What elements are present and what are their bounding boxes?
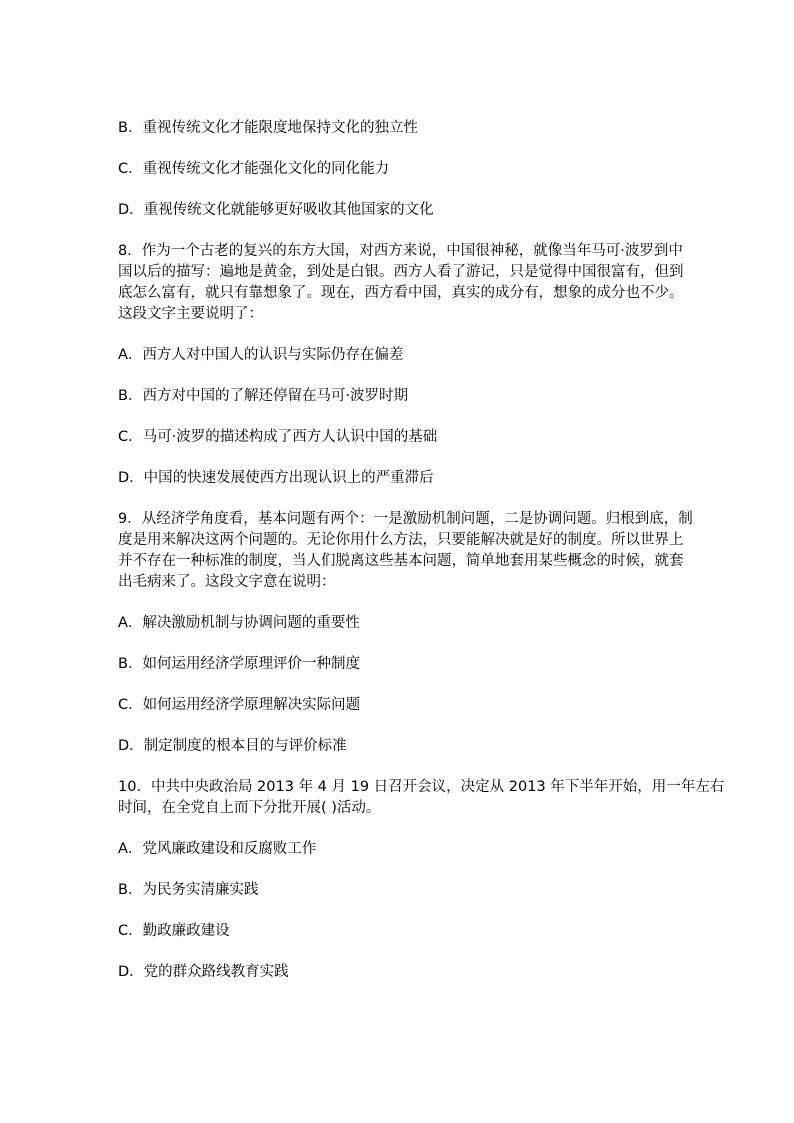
text-line: C．如何运用经济学原理解决实际问题 xyxy=(118,697,361,713)
text-line: D．党的群众路线教育实践 xyxy=(118,964,289,980)
text-line: A．党风廉政建设和反腐败工作 xyxy=(118,841,317,857)
answer-option xyxy=(118,386,698,407)
text-line: A．解决激励机制与协调问题的重要性 xyxy=(118,615,360,631)
text-line: 8．作为一个古老的复兴的东方大国，对西方来说，中国很神秘，就像当年马可·波罗到中 xyxy=(118,243,683,259)
answer-option xyxy=(118,200,698,221)
text-line: D．制定制度的根本目的与评价标准 xyxy=(118,738,347,754)
text-line: D．重视传统文化就能够更好吸收其他国家的文化 xyxy=(118,202,434,218)
answer-option xyxy=(118,695,698,716)
answer-option xyxy=(118,468,698,489)
question-text xyxy=(118,777,725,819)
text-line: B．如何运用经济学原理评价一种制度 xyxy=(118,656,360,672)
text-line: 10．中共中央政治局 2013 年 4 月 19 日召开会议，决定从 2013 年下半年开始，用一年左右 xyxy=(118,779,725,795)
text-line: 时间，在全党自上而下分批开展( )活动。 xyxy=(118,800,381,816)
text-line: D．中国的快速发展使西方出现认识上的严重滞后 xyxy=(118,470,434,486)
text-line: 度是用来解决这两个问题的。无论你用什么方法，只要能解决就是好的制度。所以世界上 xyxy=(118,532,684,548)
text-line: C．勤政廉政建设 xyxy=(118,923,230,939)
answer-option xyxy=(118,345,698,366)
answer-option xyxy=(118,427,698,448)
text-line: 9．从经济学角度看，基本问题有两个：一是激励机制问题，二是协调问题。归根到底，制 xyxy=(118,511,693,527)
question-text xyxy=(118,509,698,593)
question-text xyxy=(118,241,698,325)
answer-option xyxy=(118,880,698,901)
answer-option xyxy=(118,159,698,180)
answer-option xyxy=(118,736,698,757)
text-line: 这段文字主要说明了： xyxy=(118,306,263,322)
text-line: 底怎么富有，就只有靠想象了。现在，西方看中国，真实的成分有，想象的成分也不少。 xyxy=(118,285,684,301)
text-line: B．西方对中国的了解还停留在马可·波罗时期 xyxy=(118,388,409,404)
text-line: 出毛病来了。这段文字意在说明： xyxy=(118,574,336,590)
text-line: A．西方人对中国人的认识与实际仍存在偏差 xyxy=(118,347,404,363)
answer-option xyxy=(118,118,698,139)
text-line: 国以后的描写：遍地是黄金，到处是白银。西方人看了游记，只是觉得中国很富有，但到 xyxy=(118,264,684,280)
text-line: B．重视传统文化才能限度地保持文化的独立性 xyxy=(118,120,418,136)
text-line: C．马可·波罗的描述构成了西方人认识中国的基础 xyxy=(118,429,438,445)
answer-option xyxy=(118,839,698,860)
text-line: 并不存在一种标准的制度，当人们脱离这些基本问题，简单地套用某些概念的时候，就套 xyxy=(118,553,684,569)
answer-option xyxy=(118,962,698,983)
document-body xyxy=(118,118,725,1003)
answer-option xyxy=(118,921,698,942)
answer-option xyxy=(118,654,698,675)
text-line: C．重视传统文化才能强化文化的同化能力 xyxy=(118,161,390,177)
answer-option xyxy=(118,613,698,634)
text-line: B．为民务实清廉实践 xyxy=(118,882,259,898)
